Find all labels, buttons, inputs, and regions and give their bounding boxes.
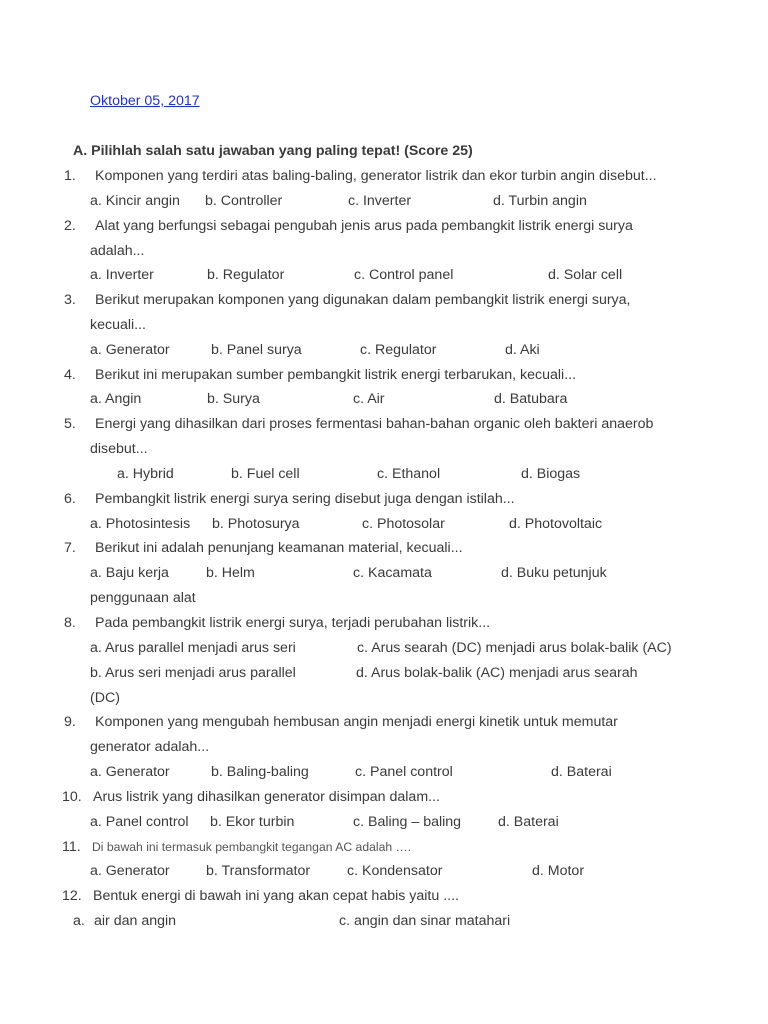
option-d: d. Solar cell [548, 267, 623, 283]
option-b: b. Photosurya [212, 516, 300, 532]
option-c: c. Baling – baling [353, 814, 462, 830]
option-a: a. Generator [90, 342, 170, 358]
option-a: a. Kincir angin [90, 193, 180, 209]
option-c: c. Ethanol [377, 466, 441, 482]
question-text: Komponen yang mengubah hembusan angin menjadi energi kinetik untuk memutar [95, 714, 618, 730]
question-text: Berikut merupakan komponen yang digunakan dalam pembangkit listrik energi surya, [95, 292, 631, 308]
question-number: 4. [64, 367, 76, 383]
option-d: d. Aki [505, 342, 540, 358]
section-title: A. Pilihlah salah satu jawaban yang paling tepat! (Score 25) [73, 143, 473, 159]
question-text: Energi yang dihasilkan dari proses fermentasi bahan-bahan organic oleh bakteri anaerob [95, 416, 654, 432]
question-text: Berikut ini adalah penunjang keamanan material, kecuali... [95, 540, 463, 556]
option-d: d. Batubara [494, 391, 568, 407]
option-a: air dan angin [94, 913, 177, 929]
option-d: d. Biogas [521, 466, 581, 482]
question-text-cont: generator adalah... [90, 739, 210, 755]
option-b: b. Ekor turbin [210, 814, 295, 830]
question-number: 2. [64, 218, 76, 234]
question-number: 1. [64, 168, 76, 184]
option-a: a. Panel control [90, 814, 189, 830]
option-c: c. Regulator [360, 342, 437, 358]
option-c: c. Kacamata [353, 565, 432, 581]
option-a: a. Generator [90, 764, 170, 780]
option-c: c. Air [353, 391, 385, 407]
option-a: a. Generator [90, 863, 170, 879]
option-a: a. Hybrid [117, 466, 174, 482]
option-d: d. Baterai [551, 764, 612, 780]
question-number: 10. [62, 789, 82, 805]
question-number: 12. [62, 888, 82, 904]
option-d: d. Turbin angin [493, 193, 587, 209]
option-c: c. Arus searah (DC) menjadi arus bolak-balik (AC) [357, 640, 672, 656]
question-number: 8. [64, 615, 76, 631]
option-d: d. Baterai [498, 814, 559, 830]
question-text: Alat yang berfungsi sebagai pengubah jenis arus pada pembangkit listrik energi surya [95, 218, 633, 234]
option-b: b. Baling-baling [211, 764, 309, 780]
date-link[interactable]: Oktober 05, 2017 [90, 93, 200, 109]
option-a-label: a. [73, 913, 85, 929]
option-c: c. Inverter [348, 193, 412, 209]
question-text: Di bawah ini termasuk pembangkit tegangan AC adalah …. [92, 840, 412, 854]
option-a: a. Baju kerja [90, 565, 169, 581]
option-b: b. Helm [206, 565, 255, 581]
option-a: a. Arus parallel menjadi arus seri [90, 640, 296, 656]
option-c: c. Control panel [354, 267, 454, 283]
option-d: d. Motor [532, 863, 585, 879]
question-number: 11. [62, 839, 81, 855]
question-text: Arus listrik yang dihasilkan generator disimpan dalam... [93, 789, 440, 805]
question-number: 3. [64, 292, 76, 308]
option-b: b. Fuel cell [231, 466, 300, 482]
question-text-cont: kecuali... [90, 317, 146, 333]
question-text: Bentuk energi di bawah ini yang akan cepat habis yaitu .... [93, 888, 459, 904]
option-d-cont: (DC) [90, 690, 120, 706]
option-a: a. Photosintesis [90, 516, 191, 532]
option-d: d. Arus bolak-balik (AC) menjadi arus searah [356, 665, 638, 681]
option-a: a. Angin [90, 391, 142, 407]
option-d: d. Buku petunjuk [501, 565, 607, 581]
question-text: Komponen yang terdiri atas baling-baling, generator listrik dan ekor turbin angin disebut... [95, 168, 657, 184]
question-text: Pada pembangkit listrik energi surya, terjadi perubahan listrik... [95, 615, 491, 631]
option-a: a. Inverter [90, 267, 154, 283]
question-number: 7. [64, 540, 76, 556]
question-text: Pembangkit listrik energi surya sering disebut juga dengan istilah... [95, 491, 515, 507]
option-b: b. Arus seri menjadi arus parallel [90, 665, 296, 681]
question-text: Berikut ini merupakan sumber pembangkit listrik energi terbarukan, kecuali... [95, 367, 577, 383]
option-c: c. Kondensator [347, 863, 443, 879]
option-d-cont: penggunaan alat [90, 590, 196, 606]
question-number: 6. [64, 491, 76, 507]
option-c: c. Panel control [355, 764, 453, 780]
option-c: c. Photosolar [362, 516, 445, 532]
option-b: b. Surya [207, 391, 260, 407]
question-number: 5. [64, 416, 76, 432]
option-b: b. Regulator [207, 267, 285, 283]
option-b: b. Transformator [206, 863, 311, 879]
question-text-cont: disebut... [90, 441, 148, 457]
question-text-cont: adalah... [90, 243, 145, 259]
question-number: 9. [64, 714, 76, 730]
option-c: c. angin dan sinar matahari [339, 913, 511, 929]
option-b: b. Controller [205, 193, 283, 209]
option-d: d. Photovoltaic [509, 516, 603, 532]
option-b: b. Panel surya [211, 342, 302, 358]
